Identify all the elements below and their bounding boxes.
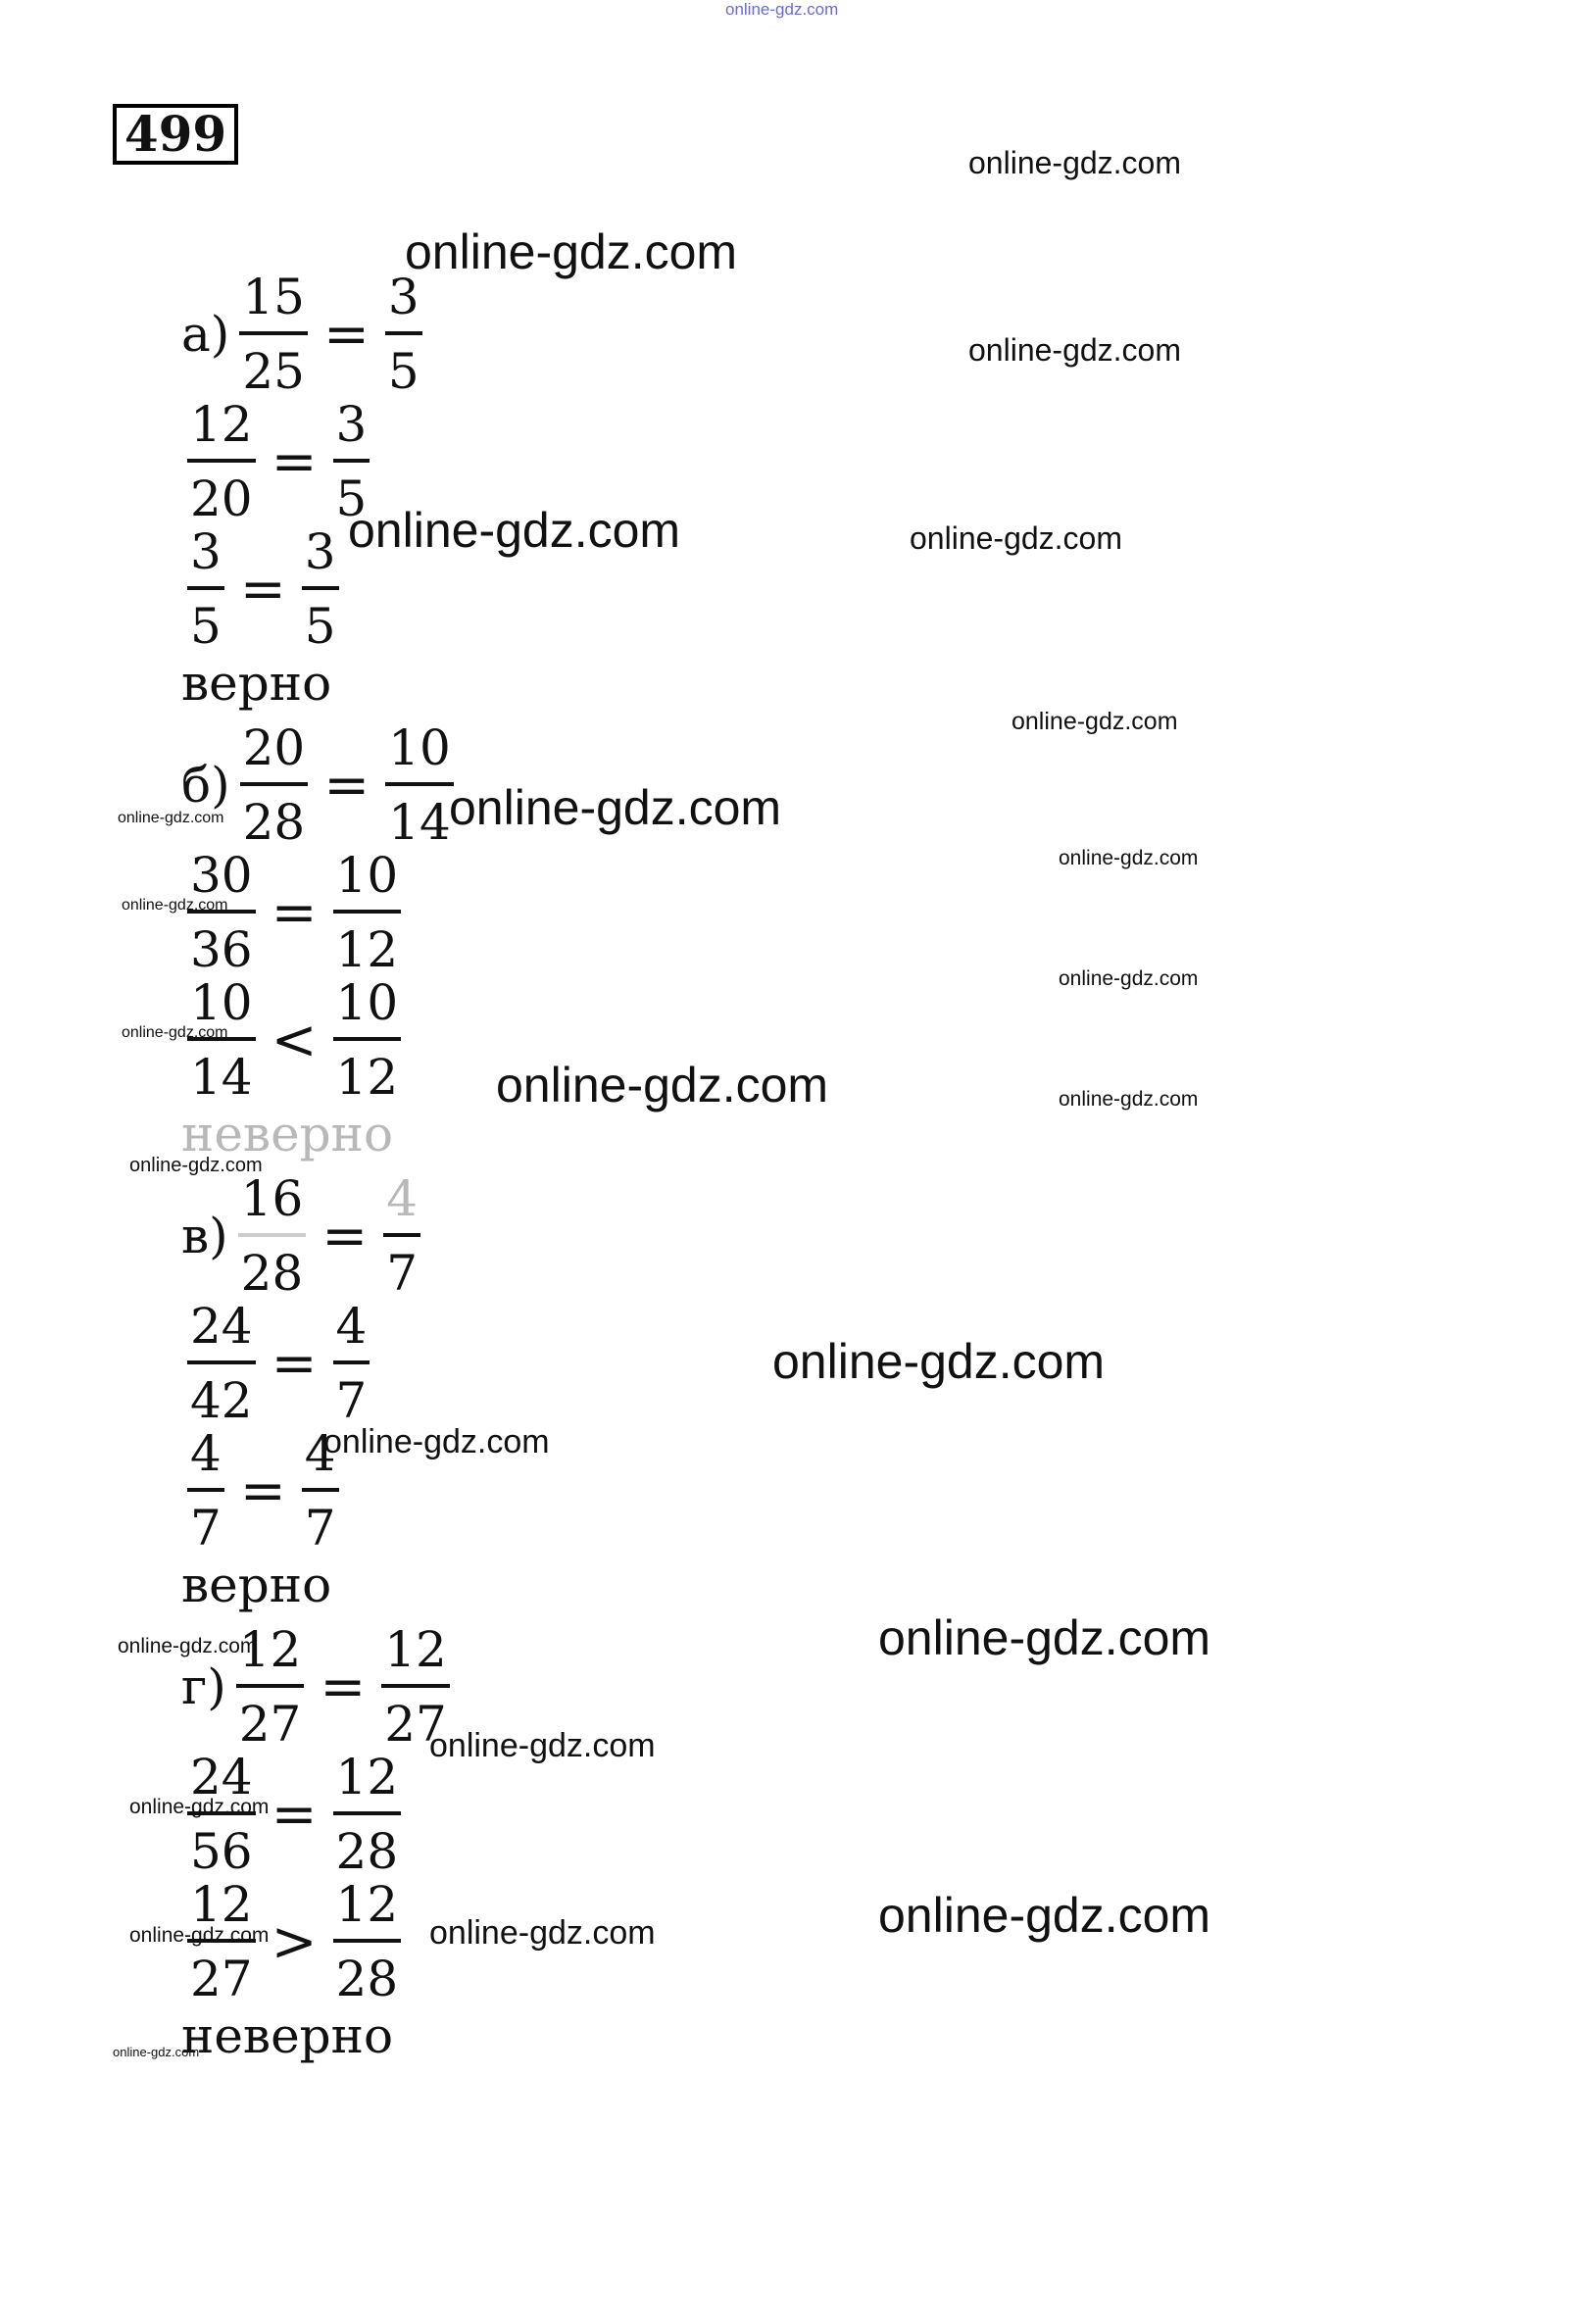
watermark: online-gdz.com (968, 332, 1181, 368)
watermark: online-gdz.com (429, 1914, 656, 1952)
watermark: online-gdz.com (910, 520, 1122, 556)
part-a-equation-2 (181, 398, 375, 525)
fraction: $\frac{3}{5}$ (187, 527, 224, 651)
watermark: online-gdz.com (323, 1423, 550, 1460)
fraction: $\frac{10}{12}$ (333, 978, 402, 1102)
fraction: $\frac{20}{28}$ (240, 723, 309, 847)
fraction: $\frac{3}{5}$ (302, 527, 339, 651)
watermark: online-gdz.com (429, 1727, 656, 1764)
fraction: $\frac{12}{28}$ (333, 1880, 402, 2003)
fraction: $\frac{4}{7}$ (187, 1429, 224, 1553)
watermark: online-gdz.com (122, 897, 228, 914)
fraction: $\frac{12}{28}$ (333, 1753, 402, 1876)
watermark: online-gdz.com (129, 1924, 270, 1947)
fraction: $\frac{3}{5}$ (333, 400, 370, 523)
watermark: online-gdz.com (129, 1796, 270, 1818)
watermark: online-gdz.com (968, 145, 1181, 180)
watermark: online-gdz.com (348, 503, 681, 558)
fraction: $\frac{4}{7}$ (333, 1302, 370, 1425)
watermark: online-gdz.com (113, 2045, 200, 2059)
watermark: online-gdz.com (1059, 1088, 1199, 1111)
fraction: $\frac{24}{56}$ (187, 1753, 256, 1876)
part-a-verdict: верно (181, 655, 332, 712)
fraction: $\frac{10}{12}$ (333, 851, 402, 974)
watermark: online-gdz.com (129, 1155, 263, 1176)
part-a-label: а) (181, 306, 230, 363)
fraction: $\frac{12}{27}$ (381, 1625, 450, 1749)
watermark: online-gdz.com (122, 1024, 228, 1041)
part-c-verdict: верно (181, 1557, 332, 1613)
task-number: 499 (113, 104, 238, 165)
fraction: $\frac{4}{7}$ (302, 1429, 339, 1553)
part-d-label: г) (181, 1658, 226, 1715)
part-c-equation-1 (181, 1172, 426, 1300)
operator: < (271, 1008, 318, 1072)
operator: = (239, 1459, 286, 1523)
part-c-equation-2 (181, 1300, 375, 1427)
operator: = (271, 880, 318, 945)
fraction: $\frac{4}{7}$ (383, 1174, 420, 1298)
part-d-verdict: неверно (181, 2007, 394, 2064)
watermark: online-gdz.com (1012, 708, 1178, 735)
watermark: online-gdz.com (405, 224, 738, 279)
fraction: $\frac{10}{14}$ (187, 978, 256, 1102)
operator: = (239, 557, 286, 621)
watermark: online-gdz.com (118, 810, 224, 826)
part-a-equation-1 (181, 271, 428, 398)
part-b-equation-1 (181, 721, 460, 849)
watermark: online-gdz.com (449, 780, 782, 835)
operator: = (323, 753, 370, 817)
fraction: $\frac{24}{42}$ (187, 1302, 256, 1425)
fraction: $\frac{3}{5}$ (385, 272, 422, 396)
part-b-verdict: неверно (181, 1106, 394, 1162)
fraction: $\frac{12}{20}$ (187, 400, 256, 523)
watermark: online-gdz.com (1059, 847, 1199, 869)
part-c-equation-3 (181, 1427, 345, 1555)
operator: = (320, 1655, 367, 1719)
operator: = (322, 302, 370, 367)
fraction: $\frac{15}{25}$ (239, 272, 308, 396)
part-b-label: б) (181, 757, 230, 814)
operator: = (271, 429, 318, 494)
operator: = (271, 1782, 318, 1847)
watermark: online-gdz.com (118, 1635, 258, 1657)
watermark: online-gdz.com (1059, 967, 1199, 990)
watermark: online-gdz.com (878, 1610, 1211, 1665)
fraction: $\frac{12}{27}$ (187, 1880, 256, 2003)
operator: = (271, 1331, 318, 1396)
fraction: $\frac{16}{28}$ (238, 1174, 307, 1298)
fraction: $\frac{10}{14}$ (385, 723, 454, 847)
fraction: $\frac{12}{27}$ (236, 1625, 305, 1749)
watermark: online-gdz.com (725, 0, 839, 19)
fraction: $\frac{30}{36}$ (187, 851, 256, 974)
watermark: online-gdz.com (772, 1334, 1106, 1389)
watermark: online-gdz.com (496, 1058, 829, 1113)
part-c-label: в) (181, 1208, 228, 1264)
part-a-equation-3 (181, 525, 345, 653)
operator: = (321, 1204, 369, 1268)
watermark: online-gdz.com (878, 1888, 1211, 1943)
operator: > (271, 1909, 318, 1974)
